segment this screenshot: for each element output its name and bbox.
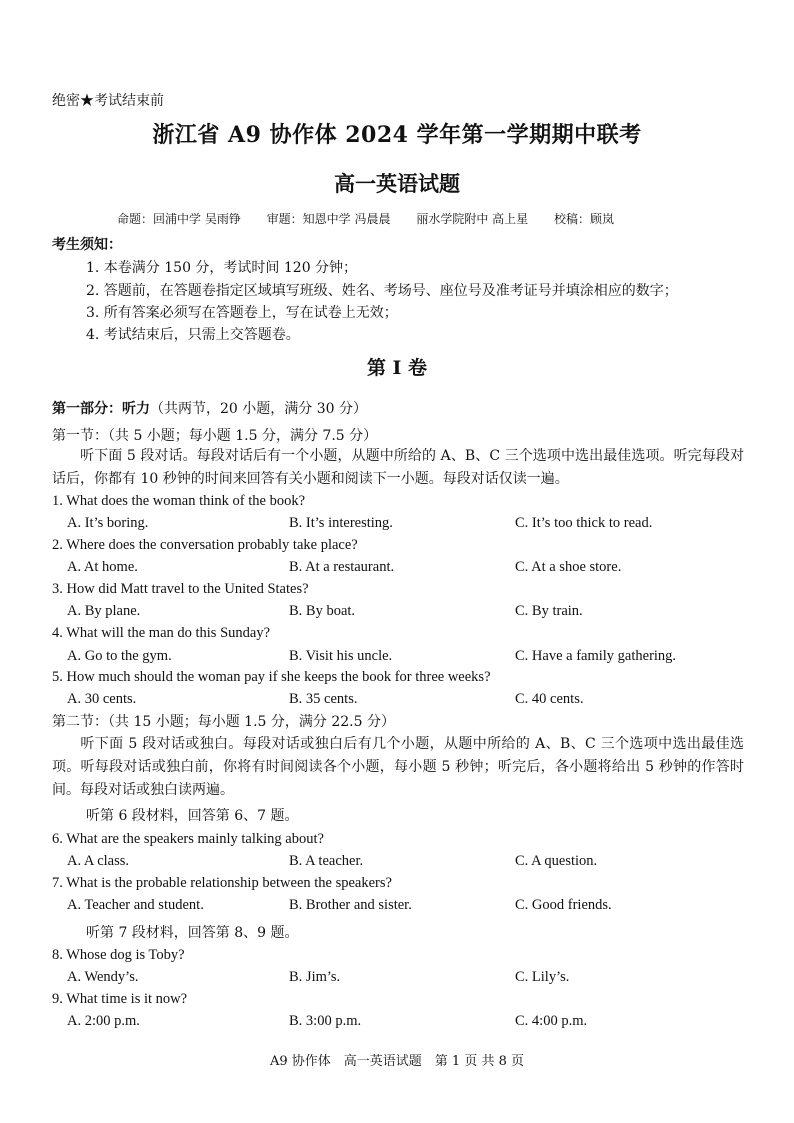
part1-title: 第一部分：听力 [52, 401, 150, 417]
credit-proofreader: 校稿：顾岚 [553, 212, 614, 226]
question-stem: 8. Whose dog is Toby? [52, 947, 185, 963]
notice-item: 4. 考试结束后，只需上交答题卷。 [86, 327, 300, 343]
option-b: B. 35 cents. [289, 691, 358, 707]
option-c: C. Have a family gathering. [515, 648, 677, 664]
notice-item: 3. 所有答案必须写在答题卷上，写在试卷上无效； [86, 305, 398, 321]
question-stem: 7. What is the probable relationship between the speakers? [52, 875, 392, 891]
option-b: B. A teacher. [289, 853, 364, 869]
option-a: A. Wendy’s. [67, 969, 139, 985]
exam-title: 浙江省 A9 协作体 2024 学年第一学期期中联考 [152, 122, 642, 148]
option-a: A. A class. [67, 853, 130, 869]
question-stem: 5. How much should the woman pay if she keeps the book for three weeks? [52, 669, 491, 685]
credit-reviewer-2: 丽水学院附中 高上星 [416, 212, 529, 226]
credit-reviewer: 审题：知恩中学 冯晨晨 [266, 212, 391, 226]
part1-heading [52, 398, 367, 418]
section1-instructions [52, 445, 744, 491]
notice-heading: 考生须知： [52, 237, 122, 253]
listening-prompt: 听第 7 段材料，回答第 8、9 题。 [86, 925, 299, 941]
notice-item: 2. 答题前，在答题卷指定区域填写班级、姓名、考场号、座位号及准考证号并填涂相应的数字； [86, 283, 678, 299]
question-stem: 6. What are the speakers mainly talking about? [52, 831, 324, 847]
section2-instructions [52, 733, 744, 802]
option-c: C. Lily’s. [515, 969, 570, 985]
option-b: B. At a restaurant. [289, 559, 395, 575]
question-stem: 4. What will the man do this Sunday? [52, 625, 271, 641]
section2-heading: 第二节：（共 15 小题；每小题 1.5 分，满分 22.5 分） [52, 714, 395, 730]
option-c: C. At a shoe store. [515, 559, 622, 575]
credit-author: 命题：回浦中学 吴雨铮 [117, 212, 241, 226]
option-a: A. Teacher and student. [67, 897, 204, 913]
question-stem: 2. Where does the conversation probably take place? [52, 537, 358, 553]
question-stem: 9. What time is it now? [52, 991, 188, 1007]
part1-desc: （共两节，20 小题，满分 30 分） [150, 401, 367, 417]
listening-prompt: 听第 6 段材料，回答第 6、7 题。 [86, 808, 299, 824]
option-a: A. By plane. [67, 603, 141, 619]
credits-line [117, 210, 636, 227]
option-a: A. At home. [67, 559, 138, 575]
section1-heading: 第一节：（共 5 小题；每小题 1.5 分，满分 7.5 分） [52, 428, 378, 444]
option-c: C. A question. [515, 853, 598, 869]
notice-item: 1. 本卷满分 150 分，考试时间 120 分钟； [86, 260, 358, 276]
option-b: B. Visit his uncle. [289, 648, 393, 664]
option-c: C. Good friends. [515, 897, 612, 913]
page-footer: A9 协作体 高一英语试题 第 1 页 共 8 页 [270, 1054, 524, 1069]
section1-instructions-text: 听下面 5 段对话。每段对话后有一个小题，从题中所给的 A、B、C 三个选项中选出最佳选项。听完每段对话后，你都有 10 秒钟的时间来回答有关小题和阅读下一小题。每段对话仅读一遍。 [52, 448, 744, 487]
option-c: C. 4:00 p.m. [515, 1013, 588, 1029]
section2-instructions-text: 听下面 5 段对话或独白。每段对话或独白后有几个小题，从题中所给的 A、B、C 三个选项中选出最佳选项。听每段对话或独白前，你将有时间阅读各个小题，每小题 5 秒钟；听完后，各小题将给出 5 秒钟的作答时间。每段对话或独白读两遍。 [52, 736, 744, 798]
confidential-label: 绝密★考试结束前 [52, 93, 164, 109]
option-c: C. It’s too thick to read. [515, 515, 653, 531]
option-a: A. 30 cents. [67, 691, 137, 707]
option-a: A. Go to the gym. [67, 648, 172, 664]
option-c: C. By train. [515, 603, 583, 619]
question-stem: 1. What does the woman think of the book? [52, 493, 306, 509]
option-b: B. By boat. [289, 603, 356, 619]
option-b: B. 3:00 p.m. [289, 1013, 362, 1029]
option-b: B. It’s interesting. [289, 515, 393, 531]
exam-subtitle: 高一英语试题 [334, 171, 460, 196]
option-a: A. 2:00 p.m. [67, 1013, 140, 1029]
option-a: A. It’s boring. [67, 515, 149, 531]
option-b: B. Brother and sister. [289, 897, 412, 913]
option-b: B. Jim’s. [289, 969, 341, 985]
question-stem: 3. How did Matt travel to the United States? [52, 581, 309, 597]
option-c: C. 40 cents. [515, 691, 584, 707]
volume-heading: 第 I 卷 [366, 357, 428, 379]
